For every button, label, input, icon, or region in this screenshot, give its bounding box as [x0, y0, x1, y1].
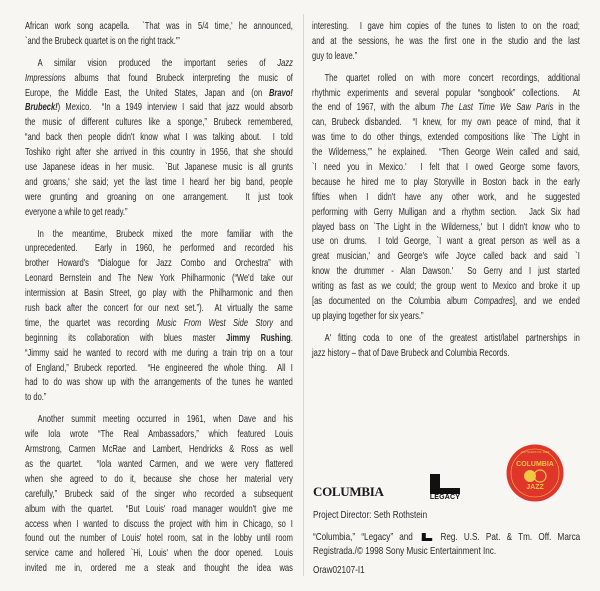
- text-line: [25, 228, 293, 243]
- text-segment: `and the Brubeck quartet is on the right track.'”: [25, 35, 180, 47]
- text-line: [25, 257, 293, 272]
- trademark-text-a: “Columbia,” “Legacy” and: [313, 532, 413, 543]
- text-line: [25, 532, 293, 547]
- right-text-column: [312, 20, 580, 369]
- text-segment: wife Iola wrote “The Real Ambassadors,” which featured Louis: [25, 429, 293, 441]
- text-segment: and at the sessions, he was the first one in the studio and the last: [312, 35, 580, 47]
- emphasized-text: Compadres: [473, 296, 513, 308]
- column-divider: [303, 14, 304, 576]
- text-segment: can, Brubeck disbanded. “I knew, for my own peace of mind, that it: [312, 117, 580, 129]
- text-line: [312, 101, 580, 116]
- text-line: [25, 473, 293, 488]
- text-segment: intermission at Basin Street, go play with the Philharmonic and then: [25, 288, 293, 300]
- text-line: [312, 280, 580, 295]
- text-line: [312, 347, 580, 362]
- text-segment: everyone a while to get ready.”: [25, 206, 128, 218]
- columbia-logo: COLUMBIA: [313, 484, 384, 499]
- text-segment: great musician,' and George's wife Joyce called back and said `I: [312, 251, 580, 263]
- paragraph: [25, 228, 293, 407]
- text-segment: know the drummer - Alan Dawson.' So Gerry and I just started: [312, 266, 580, 278]
- paragraph: [312, 72, 580, 325]
- emphasized-text: Bravo!: [268, 87, 293, 99]
- text-line: [25, 272, 293, 287]
- legacy-logo: [426, 474, 464, 494]
- text-line: [25, 376, 293, 391]
- text-segment: In the meantime, Brubeck mixed the more familiar with the: [37, 228, 293, 240]
- text-line: [25, 20, 293, 35]
- text-line: [25, 176, 293, 191]
- emphasized-text: Brubeck!: [25, 102, 58, 114]
- text-line: [25, 161, 293, 176]
- text-line: [312, 20, 580, 35]
- columbia-jazz-badge: [506, 444, 564, 502]
- text-line: [25, 302, 293, 317]
- text-segment: Another summit meeting occurred in 1961, when Dave and his: [37, 414, 293, 426]
- text-segment: in the: [553, 102, 580, 114]
- text-line: [25, 391, 293, 406]
- text-line: [25, 332, 293, 347]
- text-segment: ], and we ended: [512, 296, 580, 308]
- trademark-line-2: Registrada./© 1998 Sony Music Entertainment Inc.: [313, 546, 497, 557]
- text-line: [25, 131, 293, 146]
- text-segment: Europe, the Middle East, the United States, Japan and (on: [25, 87, 269, 99]
- text-line: [312, 295, 580, 310]
- text-segment: unprecedented. Early in 1960, he performed and recorded his: [25, 243, 293, 255]
- text-segment: “and back then people didn't know what I was talking about. I told: [25, 132, 293, 144]
- text-segment: guy to leave.”: [312, 50, 358, 62]
- text-line: [25, 287, 293, 302]
- catalog-code: Oraw02107-I1: [313, 565, 365, 576]
- text-segment: Toshiko right after she arrived in this country in 1956, that she should: [25, 147, 293, 159]
- badge-top-text: COLUMBIA: [516, 461, 554, 468]
- text-line: [312, 250, 580, 265]
- paragraph: [312, 20, 580, 65]
- text-line: [312, 235, 580, 250]
- text-line: [25, 347, 293, 362]
- text-line: [25, 413, 293, 428]
- text-line: [25, 87, 293, 102]
- text-line: [25, 101, 293, 116]
- left-text-column: [25, 20, 293, 584]
- text-line: [25, 428, 293, 443]
- text-line: [312, 310, 580, 325]
- text-segment: carefully,” Brubeck said of the singer who recorded a subsequent: [25, 488, 293, 500]
- text-line: [25, 362, 293, 377]
- text-segment: invited me in, ordered me a steak and thought the idea was: [25, 563, 293, 575]
- text-line: [25, 503, 293, 518]
- text-line: [25, 443, 293, 458]
- trademark-line-1: [313, 532, 580, 543]
- text-segment: as the quartet. “Iola wanted Carmen, and we were very flattered: [25, 458, 293, 470]
- text-segment: use on drums. I told George, `I want a great person as well as a: [312, 236, 580, 248]
- text-line: [312, 146, 580, 161]
- text-line: [312, 176, 580, 191]
- text-line: [25, 458, 293, 473]
- text-line: [312, 206, 580, 221]
- text-line: [312, 265, 580, 280]
- text-line: [25, 116, 293, 131]
- text-line: [25, 35, 293, 50]
- text-line: [25, 562, 293, 577]
- text-segment: .: [290, 332, 293, 344]
- text-line: [25, 242, 293, 257]
- text-line: [312, 332, 580, 347]
- emphasized-text: The Last Time We Saw Paris: [440, 102, 554, 114]
- text-line: [312, 87, 580, 102]
- text-segment: [as documented on the Columbia album: [312, 296, 474, 308]
- text-segment: beginning its collaboration with blues master: [25, 332, 227, 344]
- text-segment: “Jimmy said he wanted to record with me during a train trip on a tour: [25, 347, 293, 359]
- text-line: [312, 116, 580, 131]
- text-segment: the music of different cultures like a sponge,” Brubeck remembered,: [25, 117, 293, 129]
- text-segment: service came and hollered `Hi, Louis' when the door opened. Louis: [25, 548, 293, 560]
- text-segment: `I need you in Mexico.' I felt that I owed George some favors,: [312, 162, 580, 174]
- emphasized-text: Music From West Side Story: [156, 317, 273, 329]
- text-line: [312, 131, 580, 146]
- text-segment: performing with Gerry Mulligan and a rhythm section. Jack Six had: [312, 206, 580, 218]
- text-segment: Armstrong, Carmen McRae and Lambert, Hendricks & Ross as well: [25, 444, 293, 456]
- emphasized-text: Jimmy Rushing: [226, 332, 291, 344]
- text-segment: were grunting and groaning on one arrangement. It just took: [25, 191, 293, 203]
- text-segment: of England,” Brubeck reported. “He engineered the whole thing. All I: [25, 362, 293, 374]
- emphasized-text: Impressions: [25, 72, 66, 84]
- badge-ring-text: 100 YEARS OF JAZZ: [520, 450, 550, 454]
- text-segment: A' fitting coda to one of the greatest artist/label partnerships in: [324, 332, 580, 344]
- paragraph: [25, 20, 293, 50]
- text-segment: had to do was show up with the arrangements of the tunes he wanted: [25, 377, 293, 389]
- text-segment: because he hired me to play Storyville in Boston back in the early: [312, 176, 580, 188]
- paragraph: [25, 413, 293, 577]
- text-line: [25, 518, 293, 533]
- text-segment: writing as fast as we could; the group went to Mexico and broke it up: [312, 281, 580, 293]
- text-line: [312, 161, 580, 176]
- text-segment: interesting. I gave him copies of the tunes to listen to on the road;: [312, 21, 580, 32]
- project-director: Project Director: Seth Rothstein: [313, 510, 428, 521]
- text-line: [312, 72, 580, 87]
- text-segment: use Japanese ideas in her music. `But Japanese music is all grunts: [25, 162, 293, 174]
- legacy-logo-text: LEGACY: [429, 494, 461, 501]
- text-line: [25, 72, 293, 87]
- text-segment: Leonard Bernstein and The New York Philharmonic (“We'd take our: [25, 273, 293, 285]
- text-line: [25, 488, 293, 503]
- text-segment: found out the number of Louis' hotel room, sat in the lobby until room: [25, 533, 293, 545]
- text-segment: rush back after the concert for our next set.”). At virtually the same: [25, 303, 293, 315]
- text-line: [312, 35, 580, 50]
- paragraph: [25, 57, 293, 221]
- text-segment: rhythmic experiments and several popular “songbook” collections. At: [312, 87, 580, 99]
- text-segment: access when I wanted to discuss the project with him in Chicago, so I: [25, 518, 293, 530]
- text-segment: and groans,' she said; yet the last time I heard her big band, people: [25, 176, 293, 188]
- text-segment: was time to do other things, extended compositions like `The Light in: [312, 132, 580, 144]
- text-line: [25, 191, 293, 206]
- badge-bottom-text: JAZZ: [526, 484, 544, 491]
- text-segment: ) Mexico. “In a 1949 interview I said that jazz would absorb: [57, 102, 293, 114]
- text-segment: the Wilderness,'” he explained. “Then George Wein called and said,: [312, 147, 580, 159]
- text-segment: and: [272, 317, 293, 329]
- text-segment: albums that found Brubeck interpreting the music of: [65, 72, 293, 84]
- text-line: [25, 206, 293, 221]
- text-segment: to do.”: [25, 392, 47, 404]
- text-segment: fifties when I didn't have any other work, and he suggested: [312, 191, 580, 203]
- text-segment: brother Howard's “Dialogue for Jazz Combo and Orchestra” with: [25, 258, 293, 270]
- text-segment: time, the quartet was recording: [25, 317, 157, 329]
- text-segment: jazz history – that of Dave Brubeck and Columbia Records.: [312, 347, 510, 359]
- text-line: [25, 57, 293, 72]
- text-segment: the end of 1967, with the album: [312, 102, 441, 114]
- text-segment: up playing together for six years.”: [312, 310, 424, 322]
- text-segment: when she agreed to do it, because she chose her material very: [25, 473, 293, 485]
- trademark-text-b: Reg. U.S. Pat. & Tm. Off. Marca: [440, 532, 581, 543]
- text-line: [312, 221, 580, 236]
- legacy-l-mark-icon: [421, 533, 431, 541]
- text-line: [312, 50, 580, 65]
- text-segment: album with the quartet. “But Louis' road manager wouldn't give me: [25, 503, 293, 515]
- text-segment: A similar vision produced the important series of: [37, 57, 278, 69]
- text-line: [25, 547, 293, 562]
- text-segment: African work song acapella. `That was in 5/4 time,' he announced,: [25, 21, 293, 32]
- emphasized-text: Jazz: [277, 57, 293, 69]
- text-segment: played bass on `The Light in the Wilderness,' but I didn't know who to: [312, 221, 580, 233]
- paragraph: [312, 332, 580, 362]
- text-line: [25, 317, 293, 332]
- text-line: [312, 191, 580, 206]
- text-segment: The quartet rolled on with more concert recordings, additional: [324, 72, 580, 84]
- text-line: [25, 146, 293, 161]
